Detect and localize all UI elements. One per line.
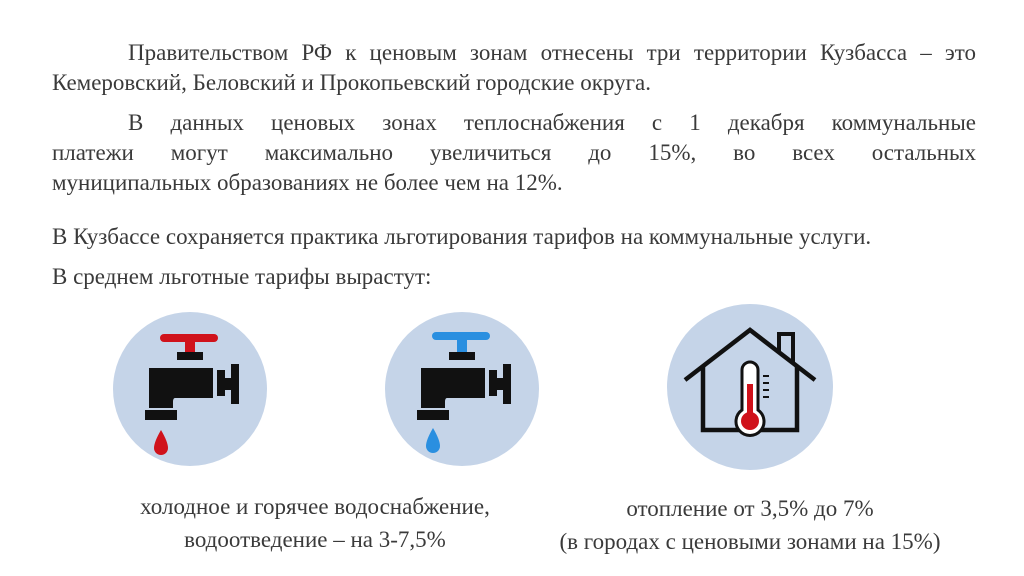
hot-water-tap-icon bbox=[113, 312, 267, 466]
benefit-paragraph: В Кузбассе сохраняется практика льготирования тарифов на коммунальные услуги. bbox=[52, 224, 872, 249]
price-zone-line-3: муниципальных образованиях не более чем на 12%. bbox=[52, 170, 563, 195]
cold-water-circle bbox=[385, 312, 539, 466]
heating-caption-line-2: (в городах с ценовыми зонами на 15%) bbox=[559, 529, 941, 554]
average-growth-heading: В среднем льготные тарифы вырастут: bbox=[52, 264, 432, 289]
water-caption-line-1: холодное и горячее водоснабжение, bbox=[140, 494, 490, 519]
heating-circle bbox=[667, 304, 833, 470]
water-caption-line-2: водоотведение – на 3-7,5% bbox=[184, 527, 446, 552]
price-zone-paragraph bbox=[52, 108, 976, 198]
heating-caption-line-1: отопление от 3,5% до 7% bbox=[626, 496, 874, 521]
hot-water-circle bbox=[113, 312, 267, 466]
heating-caption bbox=[520, 492, 980, 558]
water-caption bbox=[95, 490, 535, 556]
house-thermometer-icon bbox=[667, 304, 833, 470]
price-zone-line-1: В данных ценовых зонах теплоснабжения с 1 декабря коммунальные bbox=[128, 110, 976, 135]
intro-paragraph: Правительством РФ к ценовым зонам отнесены три территории Кузбасса – это Кемеровский, Беловский и Прокопьевский городские округа. bbox=[52, 40, 976, 95]
price-zone-line-2: платежи могут максимально увеличиться до 15%, во всех остальных bbox=[52, 140, 976, 165]
cold-water-tap-icon bbox=[385, 312, 539, 466]
